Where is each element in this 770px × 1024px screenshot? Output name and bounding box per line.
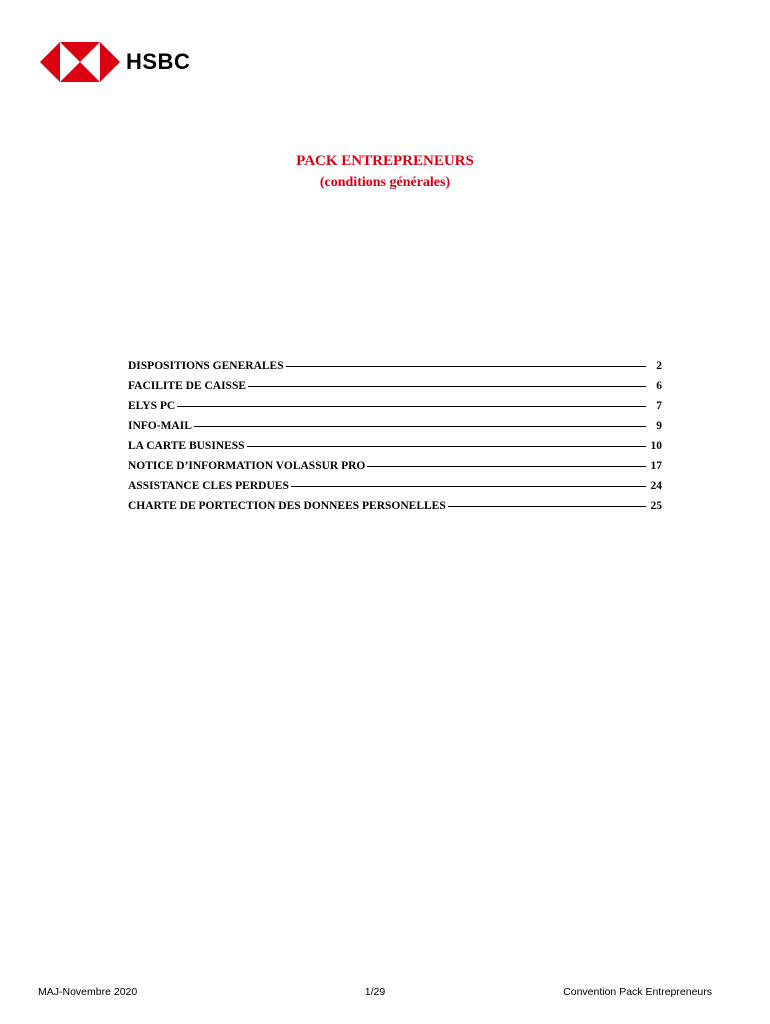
table-of-contents: [128, 360, 662, 520]
footer-document-name: Convention Pack Entrepreneurs: [563, 986, 712, 998]
toc-leader: [286, 366, 646, 367]
toc-label: FACILITE DE CAISSE: [128, 380, 247, 392]
toc-label: ELYS PC: [128, 400, 176, 412]
toc-row-la-carte-business[interactable]: [128, 440, 662, 460]
toc-leader: [248, 386, 646, 387]
title-block: [0, 152, 770, 192]
toc-page-number: 2: [656, 360, 662, 372]
toc-page-number: 17: [650, 460, 662, 472]
toc-page-number: 6: [656, 380, 662, 392]
toc-page-number: 24: [650, 480, 662, 492]
toc-leader: [367, 466, 646, 467]
toc-row-notice-volassur-pro[interactable]: [128, 460, 662, 480]
toc-row-elys-pc[interactable]: [128, 400, 662, 420]
toc-label: CHARTE DE PORTECTION DES DONNEES PERSONELLES: [128, 500, 446, 512]
hsbc-logo: [40, 42, 190, 82]
toc-leader: [247, 446, 646, 447]
toc-leader: [448, 506, 646, 507]
toc-row-assistance-cles-perdues[interactable]: [128, 480, 662, 500]
toc-row-facilite-de-caisse[interactable]: [128, 380, 662, 400]
page-footer: [38, 986, 712, 1000]
toc-page-number: 10: [650, 440, 662, 452]
toc-leader: [177, 406, 646, 407]
toc-label: ASSISTANCE CLES PERDUES: [128, 480, 289, 492]
document-title: PACK ENTREPRENEURS: [296, 153, 474, 169]
toc-label: LA CARTE BUSINESS: [128, 440, 245, 452]
toc-page-number: 9: [656, 420, 662, 432]
toc-label: NOTICE D’INFORMATION VOLASSUR PRO: [128, 460, 366, 472]
brand-name: HSBC: [126, 49, 191, 74]
toc-label: INFO-MAIL: [128, 420, 192, 432]
hsbc-hexagon-icon: [40, 42, 120, 82]
toc-leader: [194, 426, 646, 427]
toc-row-charte-donnees-personnelles[interactable]: [128, 500, 662, 520]
toc-leader: [291, 486, 646, 487]
toc-page-number: 25: [650, 500, 662, 512]
toc-page-number: 7: [656, 400, 662, 412]
toc-row-dispositions-generales[interactable]: [128, 360, 662, 380]
footer-update-date: MAJ-Novembre 2020: [38, 986, 138, 998]
document-subtitle: (conditions générales): [319, 175, 451, 190]
toc-row-info-mail[interactable]: [128, 420, 662, 440]
footer-page-number: 1/29: [364, 986, 386, 998]
toc-label: DISPOSITIONS GENERALES: [128, 360, 284, 372]
